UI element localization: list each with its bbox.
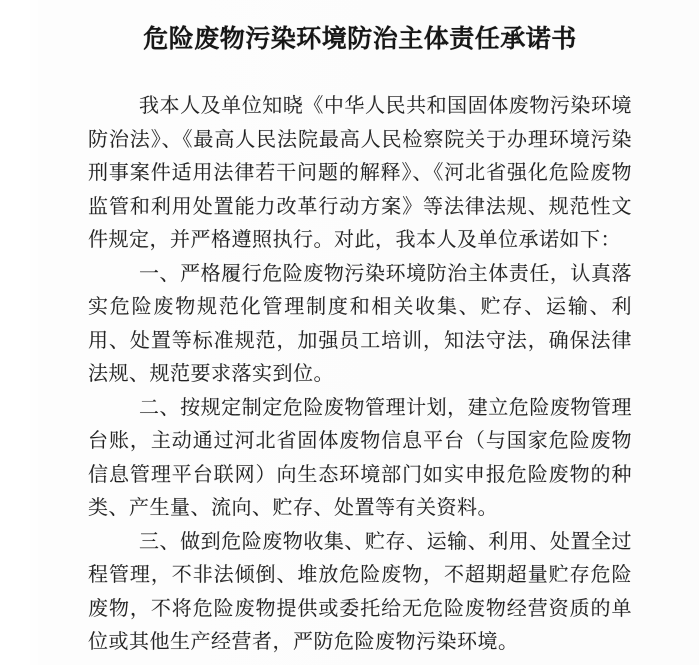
document-body bbox=[88, 90, 632, 660]
paragraph-item-3: 三、做到危险废物收集、贮存、运输、利用、处置全过程管理，不非法倾倒、堆放危险废物，不超期超量贮存危险废物，不将危险废物提供或委托给无危险废物经营资质的单位或其他生产经营者，严防危险废物污染环境。 bbox=[88, 530, 632, 653]
paragraph-item-2: 二、按规定制定危险废物管理计划，建立危险废物管理台账，主动通过河北省固体废物信息平台（与国家危险废物信息管理平台联网）向生态环境部门如实申报危险废物的种类、产生量、流向、贮存、处置等有关资料。 bbox=[88, 396, 632, 519]
paragraph-intro: 我本人及单位知晓《中华人民共和国固体废物污染环境防治法》、《最高人民法院最高人民检察院关于办理环境污染刑事案件适用法律若干问题的解释》、《河北省强化危险废物监管和利用处置能力改革行动方案》等法律法规、规范性文件规定，并严格遵照执行。对此，我本人及单位承诺如下： bbox=[88, 95, 632, 251]
paragraph-item-1: 一、严格履行危险废物污染环境防治主体责任，认真落实危险废物规范化管理制度和相关收集、贮存、运输、利用、处置等标准规范，加强员工培训，知法守法，确保法律法规、规范要求落实到位。 bbox=[88, 262, 632, 385]
document-title: 危险废物污染环境防治主体责任承诺书 bbox=[143, 26, 577, 53]
